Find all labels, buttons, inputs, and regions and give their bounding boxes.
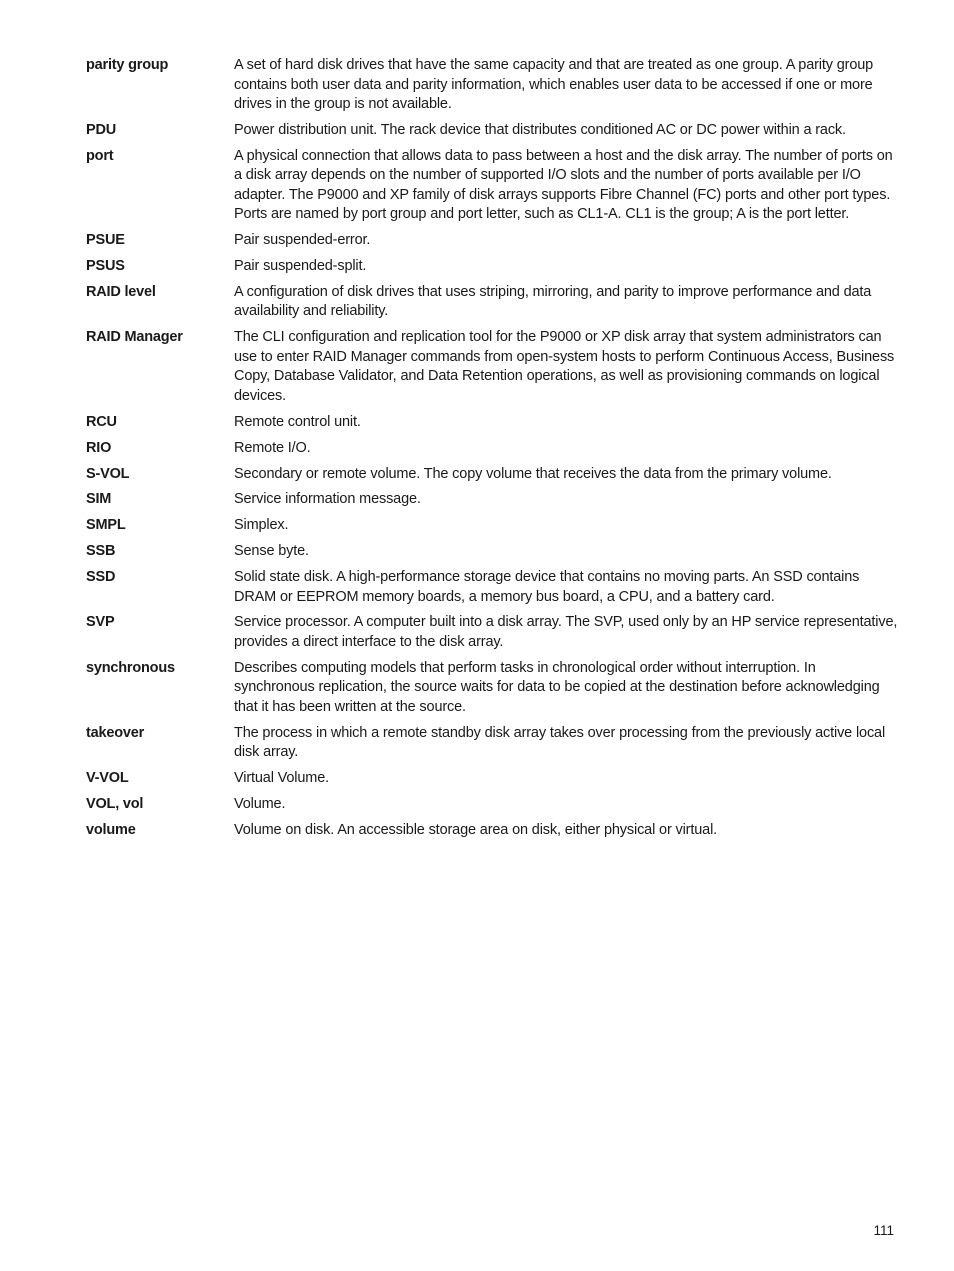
glossary-term: S-VOL — [86, 465, 130, 482]
glossary-entry-sim — [86, 490, 898, 510]
glossary-definition: Power distribution unit. The rack device that distributes conditioned AC or DC power within a rack. — [234, 121, 846, 138]
glossary-entry-volume — [86, 821, 898, 841]
glossary-term: volume — [86, 821, 136, 838]
glossary-definition: Volume. — [234, 796, 286, 813]
glossary-entry-synchronous — [86, 659, 898, 718]
page-number: 111 — [873, 1223, 894, 1238]
glossary-term: RCU — [86, 413, 117, 430]
glossary-entry-takeover — [86, 724, 898, 763]
glossary-entry-psue — [86, 231, 898, 251]
glossary-entry-ssb — [86, 542, 898, 562]
glossary-entry-raid-manager — [86, 328, 898, 406]
glossary-definition: Pair suspended-error. — [234, 232, 371, 249]
glossary-definition: Remote control unit. — [234, 413, 361, 430]
glossary-entry-port — [86, 147, 898, 225]
glossary-definition: Virtual Volume. — [234, 770, 330, 787]
glossary-entry-smpl — [86, 516, 898, 536]
glossary-term: takeover — [86, 724, 145, 741]
glossary-entry-s-vol — [86, 465, 898, 485]
glossary-term: SIM — [86, 491, 112, 508]
glossary-definition: The CLI configuration and replication tool for the P9000 or XP disk array that system administrators can use to enter RAID Manager commands from open-system hosts to perform Continuous Access, Business Copy, Database Validator, and Data Retention operations, as well as provisioning commands on logical devices. — [234, 329, 895, 404]
glossary-definition: Volume on disk. An accessible storage area on disk, either physical or virtual. — [234, 821, 718, 838]
glossary-entry-psus — [86, 257, 898, 277]
glossary-term: RAID Manager — [86, 329, 183, 346]
glossary-definition: Service information message. — [234, 491, 421, 508]
glossary-entry-ssd — [86, 568, 898, 607]
glossary-definition: Pair suspended-split. — [234, 258, 367, 275]
glossary-entry-vol — [86, 795, 898, 815]
glossary-definition: Remote I/O. — [234, 439, 311, 456]
glossary-term: RAID level — [86, 283, 156, 300]
glossary-term: SSB — [86, 543, 116, 560]
glossary-entry-v-vol — [86, 769, 898, 789]
glossary-term: port — [86, 147, 114, 164]
glossary-entry-pdu — [86, 121, 898, 141]
glossary-definition: A set of hard disk drives that have the same capacity and that are treated as one group. A parity group contains both user data and parity information, which enables user data to be accessed if one or more drives in the group is not available. — [234, 57, 874, 112]
glossary-term: SMPL — [86, 517, 126, 534]
glossary-definition: Service processor. A computer built into a disk array. The SVP, used only by an HP service representative, provides a direct interface to the disk array. — [234, 614, 898, 650]
glossary-entry-parity-group — [86, 56, 898, 115]
glossary-entry-svp — [86, 613, 898, 652]
glossary-definition: A configuration of disk drives that uses striping, mirroring, and parity to improve performance and data availability and reliability. — [234, 283, 872, 320]
glossary-term: VOL, vol — [86, 796, 144, 813]
glossary-definition: Simplex. — [234, 517, 289, 534]
glossary-entry-rio — [86, 439, 898, 459]
glossary-definition: The process in which a remote standby disk array takes over processing from the previously active local disk array. — [234, 724, 886, 761]
glossary-term: PSUE — [86, 232, 125, 249]
glossary-entry-raid-level — [86, 283, 898, 322]
glossary-definition: Secondary or remote volume. The copy volume that receives the data from the primary volume. — [234, 465, 832, 482]
glossary-list — [86, 56, 898, 847]
glossary-term: synchronous — [86, 659, 175, 676]
glossary-term: RIO — [86, 439, 112, 456]
glossary-term: SSD — [86, 569, 116, 586]
glossary-definition: Sense byte. — [234, 543, 309, 560]
glossary-term: PDU — [86, 121, 117, 138]
glossary-definition: Solid state disk. A high-performance storage device that contains no moving parts. An SSD contains DRAM or EEPROM memory boards, a memory bus board, a CPU, and a battery card. — [234, 569, 860, 605]
glossary-entry-rcu — [86, 413, 898, 433]
glossary-definition: Describes computing models that perform tasks in chronological order without interruption. In synchronous replication, the source waits for data to be copied at the destination before acknowledging that it has been written at the source. — [234, 659, 880, 715]
glossary-term: parity group — [86, 57, 169, 73]
glossary-term: V-VOL — [86, 770, 129, 787]
glossary-term: PSUS — [86, 258, 125, 275]
glossary-definition: A physical connection that allows data to pass between a host and the disk array. The number of ports on a disk array depends on the number of supported I/O slots and the number of ports available per I/O adapter. The P9000 and XP family of disk arrays supports Fibre Channel (FC) ports and other port types. Ports are named by port group and port letter, such as CL1-A. CL1 is the group; A is the port letter. — [234, 147, 893, 223]
glossary-term: SVP — [86, 614, 115, 631]
